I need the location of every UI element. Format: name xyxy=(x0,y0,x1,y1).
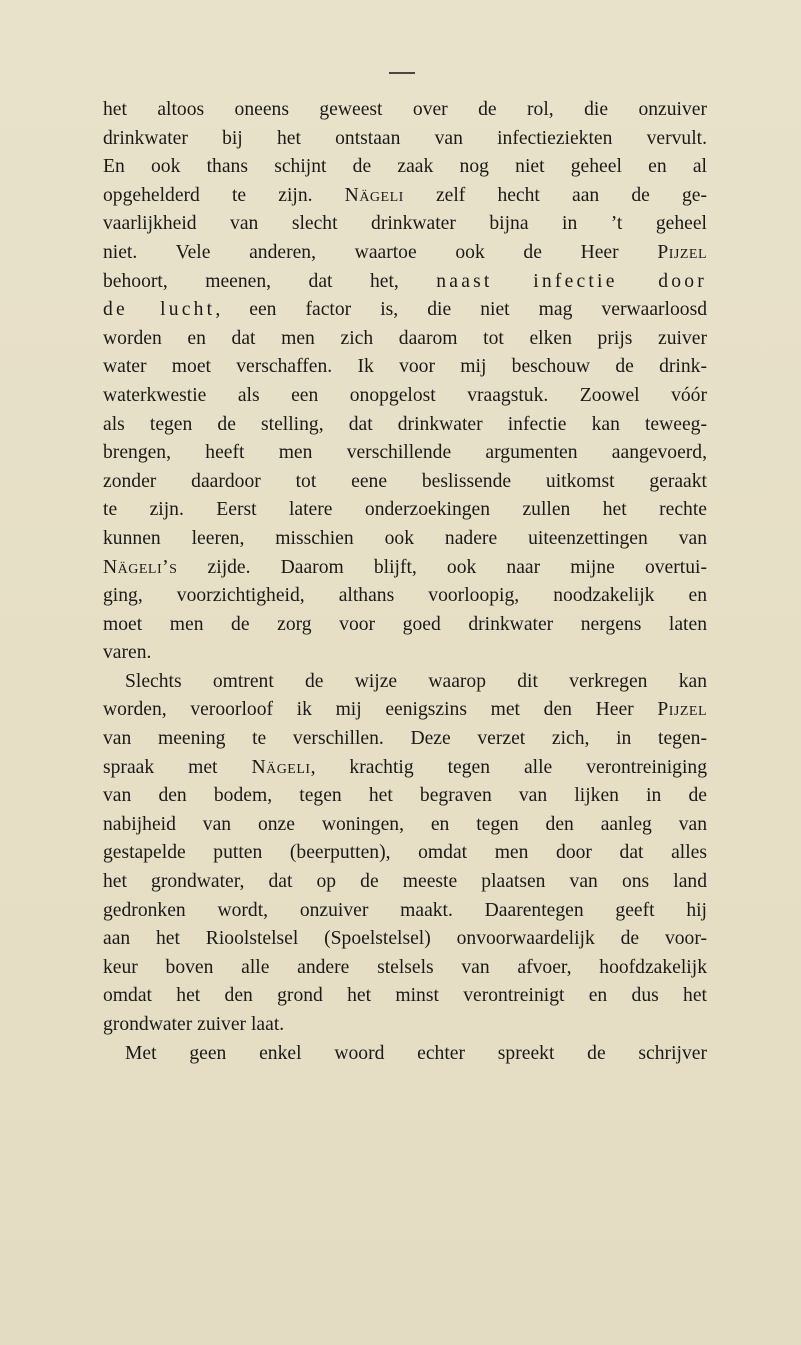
author-name-pijzel: Pijzel xyxy=(657,699,707,721)
text-line: als tegen de stelling, dat drinkwater infectie kan teweeg- xyxy=(103,413,707,435)
author-name-nageli: Nägeli’s xyxy=(103,556,178,578)
text-line: worden en dat men zich daarom tot elken prijs zuiver xyxy=(103,327,707,349)
text-line: water moet verschaffen. Ik voor mij beschouw de drink- xyxy=(103,356,707,378)
text-line: gestapelde putten (beerputten), omdat men door dat alles xyxy=(103,842,707,864)
text-line: keur boven alle andere stelsels van afvoer, hoofdzakelijk xyxy=(103,956,707,978)
text-line: kunnen leeren, misschien ook nadere uiteenzettingen van xyxy=(103,527,707,549)
text-line: brengen, heeft men verschillende argumenten aangevoerd, xyxy=(103,442,707,464)
text-line xyxy=(103,754,707,783)
text-segment: spraak met xyxy=(103,756,252,778)
text-line: waterkwestie als een onopgelost vraagstuk. Zoowel vóór xyxy=(103,384,707,406)
text-line: moet men de zorg voor goed drinkwater nergens laten xyxy=(103,613,707,635)
author-name-nageli: Nägeli xyxy=(251,756,311,778)
text-line xyxy=(103,182,707,211)
text-line: te zijn. Eerst latere onderzoekingen zullen het rechte xyxy=(103,499,707,521)
text-line xyxy=(103,239,707,268)
text-line: vaarlijkheid van slecht drinkwater bijna in ’t geheel xyxy=(103,213,707,235)
author-name-nageli: Nägeli xyxy=(344,184,404,206)
text-segment: zijde. Daarom blijft, ook naar mijne overtui- xyxy=(177,556,707,578)
text-line: het altoos oneens geweest over de rol, die onzuiver xyxy=(103,99,707,120)
text-line: het grondwater, dat op de meeste plaatsen van ons land xyxy=(103,871,707,893)
body-text xyxy=(103,96,707,1068)
text-line: drinkwater bij het ontstaan van infectieziekten vervult. xyxy=(103,127,707,149)
text-line: gedronken wordt, onzuiver maakt. Daarentegen geeft hij xyxy=(103,899,707,921)
spaced-emphasis: de lucht xyxy=(103,299,216,321)
text-segment: zelf hecht aan de ge- xyxy=(403,184,707,206)
text-line: ging, voorzichtigheid, althans voorloopig, noodzakelijk en xyxy=(103,585,707,607)
spaced-emphasis: naast infectie door xyxy=(436,270,707,292)
text-line-paragraph-end: grondwater zuiver laat. xyxy=(103,1014,285,1035)
text-line: zonder daardoor tot eene beslissende uitkomst geraakt xyxy=(103,470,707,492)
text-line-paragraph-start: Slechts omtrent de wijze waarop dit verkregen kan xyxy=(125,670,707,692)
text-line-paragraph-end: varen. xyxy=(103,642,152,664)
text-line-paragraph-start: Met geen enkel woord echter spreekt de schrijver xyxy=(125,1042,707,1064)
text-line: En ook thans schijnt de zaak nog niet geheel en al xyxy=(103,156,707,178)
text-segment: behoort, meenen, dat het, xyxy=(103,270,437,292)
page-header-mark xyxy=(389,72,415,74)
text-line: van meening te verschillen. Deze verzet zich, in tegen- xyxy=(103,728,707,750)
text-segment: , krachtig tegen alle verontreiniging xyxy=(310,756,707,778)
text-line: omdat het den grond het minst verontreinigt en dus het xyxy=(103,985,707,1007)
text-line xyxy=(103,268,707,297)
text-segment: , een factor is, die niet mag verwaarloosd xyxy=(215,299,707,321)
text-line xyxy=(103,296,707,325)
text-segment: opgehelderd te zijn. xyxy=(103,184,345,206)
text-line: van den bodem, tegen het begraven van lijken in de xyxy=(103,785,707,807)
text-segment: niet. Vele anderen, waartoe ook de Heer xyxy=(103,241,658,263)
text-line: aan het Rioolstelsel (Spoelstelsel) onvoorwaardelijk de voor- xyxy=(103,928,707,950)
author-name-pijzel: Pijzel xyxy=(657,241,707,263)
text-line: nabijheid van onze woningen, en tegen den aanleg van xyxy=(103,813,707,835)
text-line xyxy=(103,554,707,583)
text-segment: worden, veroorloof ik mij eenigszins met den Heer xyxy=(103,699,658,721)
text-line xyxy=(103,696,707,725)
